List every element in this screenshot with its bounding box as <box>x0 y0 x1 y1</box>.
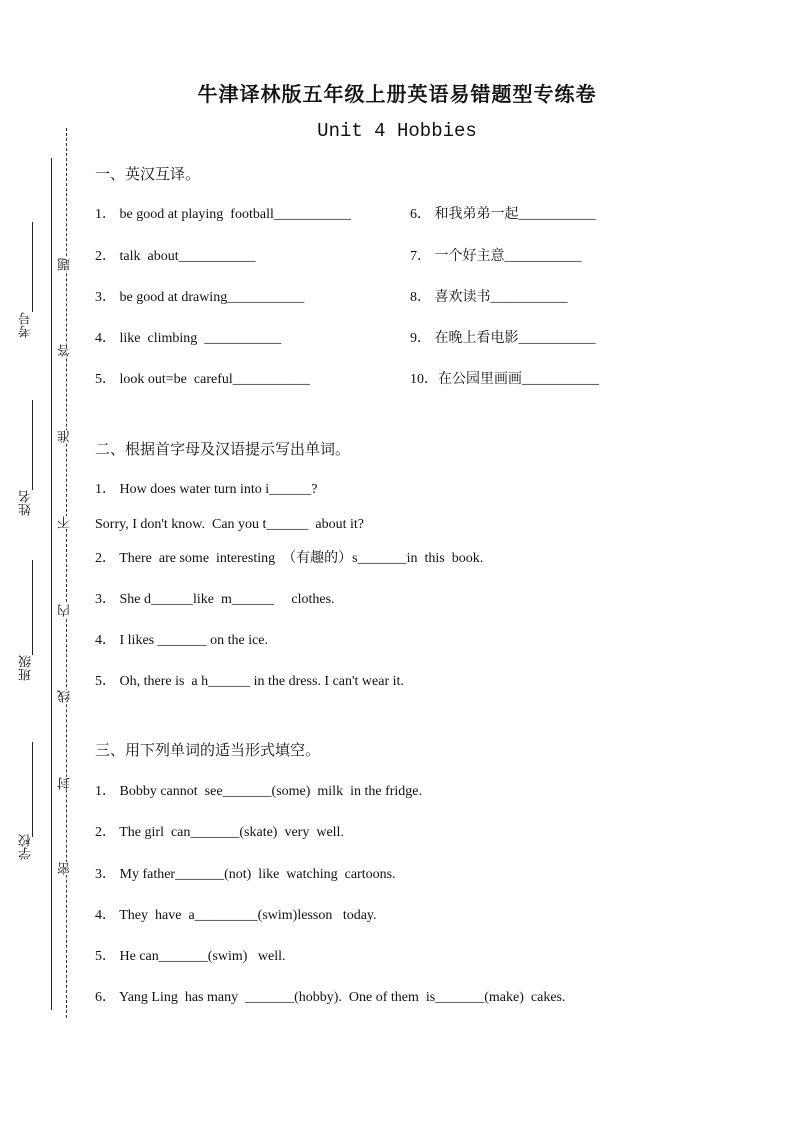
section1-item: 6． 和我弟弟一起___________ <box>410 207 596 222</box>
seal-char: 线 <box>58 690 73 703</box>
section1-item: 1． be good at playing football___________ <box>95 207 351 222</box>
class-field-line <box>32 560 33 655</box>
page-subtitle: Unit 4 Hobbies <box>317 120 477 142</box>
section1-item: 10．在公园里画画___________ <box>410 372 599 387</box>
section3-heading: 三、用下列单词的适当形式填空。 <box>95 741 321 759</box>
section2-item: 3． She d______like m______ clothes. <box>95 592 335 607</box>
class-label: 班级 <box>19 655 34 681</box>
exam-number-field-line <box>32 222 33 312</box>
section1-item: 3． be good at drawing___________ <box>95 290 305 305</box>
section2-heading: 二、根据首字母及汉语提示写出单词。 <box>95 440 351 458</box>
exam-number-label: 考号 <box>19 312 34 338</box>
section1-item: 4． like climbing ___________ <box>95 331 282 346</box>
section1-item: 9． 在晚上看电影___________ <box>410 331 596 346</box>
section3-item: 1． Bobby cannot see_______(some) milk in the fridge. <box>95 784 422 799</box>
section1-heading: 一、英汉互译。 <box>95 165 201 183</box>
section2-item: 1． How does water turn into i______? <box>95 482 318 497</box>
section3-item: 4． They have a_________(swim)lesson today. <box>95 908 377 923</box>
seal-char: 不 <box>58 516 73 529</box>
section2-item: 2． There are some interesting （有趣的）s_______in this book. <box>95 551 484 566</box>
section3-item: 6． Yang Ling has many _______(hobby). One of them is_______(make) cakes. <box>95 990 566 1005</box>
name-field-line <box>32 400 33 490</box>
section1-item: 7． 一个好主意___________ <box>410 249 582 264</box>
school-field-line <box>32 742 33 837</box>
section2-item: Sorry, I don't know. Can you t______ about it? <box>95 517 365 532</box>
section3-item: 3． My father_______(not) like watching cartoons. <box>95 867 396 882</box>
seal-char: 准 <box>58 430 73 443</box>
page-title: 牛津译林版五年级上册英语易错题型专练卷 <box>197 82 597 106</box>
section3-item: 5． He can_______(swim) well. <box>95 949 286 964</box>
binding-solid-line <box>51 158 52 1010</box>
section1-item: 2． talk about___________ <box>95 249 256 264</box>
seal-char: 题 <box>58 258 73 271</box>
school-label: 学校 <box>19 834 34 860</box>
section3-item: 2． The girl can_______(skate) very well. <box>95 825 344 840</box>
seal-char: 答 <box>58 344 73 357</box>
seal-char: 密 <box>58 862 73 875</box>
seal-char: 内 <box>58 604 73 617</box>
name-label: 姓名 <box>19 490 34 516</box>
section1-item: 5． look out=be careful___________ <box>95 372 310 387</box>
section1-item: 8． 喜欢读书___________ <box>410 290 568 305</box>
section2-item: 5． Oh, there is a h______ in the dress. I can't wear it. <box>95 674 404 689</box>
section2-item: 4． I likes _______ on the ice. <box>95 633 269 648</box>
seal-char: 封 <box>58 777 73 790</box>
